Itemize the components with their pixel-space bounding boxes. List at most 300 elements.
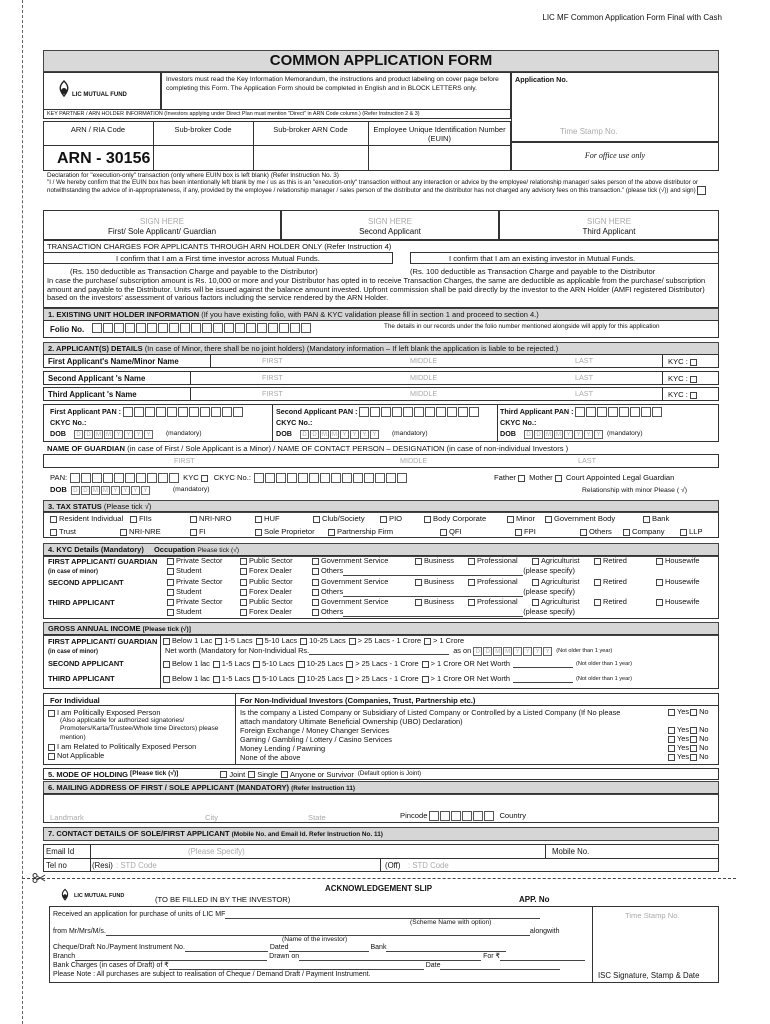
occ-checkbox[interactable] xyxy=(240,599,247,606)
tax-checkbox[interactable] xyxy=(424,516,431,523)
tax-checkbox[interactable] xyxy=(623,529,630,536)
guardian-ckyc-boxes[interactable] xyxy=(254,473,408,483)
char-box[interactable] xyxy=(451,811,461,821)
char-box[interactable] xyxy=(200,407,210,417)
yes-checkbox[interactable] xyxy=(668,745,675,752)
euin-input[interactable] xyxy=(368,146,511,170)
dob-box[interactable]: Y xyxy=(124,430,133,439)
char-box[interactable] xyxy=(309,473,319,483)
tax-option[interactable] xyxy=(507,514,535,523)
occ-option[interactable] xyxy=(167,557,222,566)
guardian-kyc-checkbox[interactable] xyxy=(201,475,208,482)
char-box[interactable] xyxy=(331,473,341,483)
char-box[interactable] xyxy=(429,811,439,821)
char-box[interactable] xyxy=(189,407,199,417)
guardian-dob-boxes[interactable] xyxy=(71,485,151,495)
char-box[interactable] xyxy=(597,407,607,417)
dob-box[interactable]: M xyxy=(505,649,511,655)
txn-existing-option[interactable] xyxy=(410,252,719,264)
occ-option[interactable] xyxy=(240,608,292,617)
occ-option[interactable] xyxy=(415,578,454,587)
date-input[interactable] xyxy=(440,962,560,970)
char-box[interactable] xyxy=(235,323,245,333)
guardian-name-input[interactable] xyxy=(43,454,719,468)
inc-checkbox[interactable] xyxy=(213,676,220,683)
kyc-divider xyxy=(662,354,663,368)
char-box[interactable] xyxy=(158,323,168,333)
dob-box[interactable]: M xyxy=(105,431,111,438)
dob-box[interactable]: Y xyxy=(121,486,130,495)
tax-option[interactable] xyxy=(130,514,152,523)
char-box[interactable] xyxy=(191,323,201,333)
char-box[interactable] xyxy=(473,811,483,821)
branch-label: Branch xyxy=(53,953,76,960)
occ-checkbox[interactable] xyxy=(167,589,174,596)
dob-box[interactable]: Y xyxy=(350,430,359,439)
rpep-checkbox[interactable] xyxy=(48,744,55,751)
char-box[interactable] xyxy=(301,323,311,333)
no-checkbox[interactable] xyxy=(690,709,697,716)
char-box[interactable] xyxy=(125,473,135,483)
execution-only-checkbox[interactable] xyxy=(697,186,706,195)
dob-box[interactable]: D xyxy=(524,430,533,439)
occ-option[interactable] xyxy=(415,598,454,607)
tax-checkbox[interactable] xyxy=(545,516,552,523)
char-box[interactable] xyxy=(268,323,278,333)
occ-option[interactable] xyxy=(594,557,627,566)
char-box[interactable] xyxy=(147,323,157,333)
char-box[interactable] xyxy=(575,407,585,417)
char-box[interactable] xyxy=(145,407,155,417)
occ-checkbox[interactable] xyxy=(240,609,247,616)
char-box[interactable] xyxy=(397,473,407,483)
occ-checkbox[interactable] xyxy=(656,599,663,606)
inc-checkbox[interactable] xyxy=(256,638,263,645)
char-box[interactable] xyxy=(167,407,177,417)
occ-checkbox[interactable] xyxy=(167,579,174,586)
dob-box[interactable]: Y xyxy=(584,430,593,439)
occ-others[interactable] xyxy=(312,608,575,617)
tax-checkbox[interactable] xyxy=(50,516,57,523)
occ-checkbox[interactable] xyxy=(468,579,475,586)
char-box[interactable] xyxy=(180,323,190,333)
occ-option[interactable] xyxy=(240,588,292,597)
dob-box[interactable]: D xyxy=(534,430,543,439)
inc-checkbox[interactable] xyxy=(163,638,170,645)
char-box[interactable] xyxy=(156,407,166,417)
tax-checkbox[interactable] xyxy=(380,516,387,523)
tax-option[interactable] xyxy=(545,514,615,523)
tax-option[interactable] xyxy=(623,527,665,536)
occ-checkbox[interactable] xyxy=(415,599,422,606)
no-checkbox[interactable] xyxy=(690,745,697,752)
char-box[interactable] xyxy=(608,407,618,417)
dob-box[interactable]: D xyxy=(81,486,90,495)
char-box[interactable] xyxy=(370,407,380,417)
kyc-checkbox[interactable] xyxy=(690,359,697,366)
occ-option[interactable] xyxy=(468,598,518,607)
dob-box[interactable]: Y xyxy=(134,430,143,439)
char-box[interactable] xyxy=(81,473,91,483)
tax-option[interactable] xyxy=(424,514,486,523)
dob-box[interactable]: Y xyxy=(360,430,369,439)
inc-checkbox[interactable] xyxy=(163,661,170,668)
drawn-input[interactable] xyxy=(299,953,481,961)
bank-input[interactable] xyxy=(386,944,506,952)
char-box[interactable] xyxy=(92,473,102,483)
occ-checkbox[interactable] xyxy=(594,579,601,586)
occ-checkbox[interactable] xyxy=(167,599,174,606)
occ-option[interactable] xyxy=(532,557,580,566)
dob-box[interactable]: M xyxy=(92,487,98,494)
occ-checkbox[interactable] xyxy=(468,558,475,565)
char-box[interactable] xyxy=(342,473,352,483)
tax-checkbox[interactable] xyxy=(328,529,335,536)
others-input[interactable] xyxy=(343,590,523,597)
char-box[interactable] xyxy=(403,407,413,417)
char-box[interactable] xyxy=(469,407,479,417)
tax-checkbox[interactable] xyxy=(507,516,514,523)
char-box[interactable] xyxy=(414,407,424,417)
others-input[interactable] xyxy=(343,569,523,576)
guardian-pan-boxes[interactable] xyxy=(70,473,180,483)
char-box[interactable] xyxy=(257,323,267,333)
tax-checkbox[interactable] xyxy=(255,529,262,536)
yes-checkbox[interactable] xyxy=(668,709,675,716)
inc-checkbox[interactable] xyxy=(422,676,429,683)
tax-checkbox[interactable] xyxy=(190,529,197,536)
amount-input[interactable] xyxy=(500,953,585,961)
occ-option[interactable] xyxy=(656,557,700,566)
dob-box[interactable]: Y xyxy=(574,430,583,439)
char-box[interactable] xyxy=(213,323,223,333)
char-box[interactable] xyxy=(114,473,124,483)
char-box[interactable] xyxy=(353,473,363,483)
occ-checkbox[interactable] xyxy=(167,568,174,575)
kyc-checkbox[interactable] xyxy=(690,392,697,399)
char-box[interactable] xyxy=(222,407,232,417)
inc-checkbox[interactable] xyxy=(424,638,431,645)
tax-checkbox[interactable] xyxy=(515,529,522,536)
inc-checkbox[interactable] xyxy=(213,661,220,668)
single-checkbox[interactable] xyxy=(248,771,255,778)
address-input[interactable] xyxy=(43,793,719,823)
father-checkbox[interactable] xyxy=(518,475,525,482)
char-box[interactable] xyxy=(254,473,264,483)
char-box[interactable] xyxy=(276,473,286,483)
occ-checkbox[interactable] xyxy=(468,599,475,606)
char-box[interactable] xyxy=(169,323,179,333)
char-box[interactable] xyxy=(440,811,450,821)
tax-option[interactable] xyxy=(440,527,462,536)
tax-option[interactable] xyxy=(380,514,402,523)
char-box[interactable] xyxy=(630,407,640,417)
dob-box[interactable]: Y xyxy=(144,430,153,439)
tax-option[interactable] xyxy=(328,527,393,536)
char-box[interactable] xyxy=(279,323,289,333)
char-box[interactable] xyxy=(134,407,144,417)
char-box[interactable] xyxy=(298,473,308,483)
inc-checkbox[interactable] xyxy=(253,676,260,683)
char-box[interactable] xyxy=(123,407,133,417)
tax-checkbox[interactable] xyxy=(643,516,650,523)
dob-box[interactable]: Y xyxy=(523,647,532,656)
tax-checkbox[interactable] xyxy=(190,516,197,523)
occ-checkbox[interactable] xyxy=(312,599,319,606)
networth-input[interactable] xyxy=(513,676,573,683)
occ-checkbox[interactable] xyxy=(312,558,319,565)
char-box[interactable] xyxy=(290,323,300,333)
occ-option[interactable] xyxy=(167,588,201,597)
occ-checkbox[interactable] xyxy=(415,558,422,565)
dob-box[interactable]: Y xyxy=(131,486,140,495)
tax-option[interactable] xyxy=(580,527,612,536)
kyc-checkbox[interactable] xyxy=(690,376,697,383)
joint-checkbox[interactable] xyxy=(220,771,227,778)
yes-checkbox[interactable] xyxy=(668,736,675,743)
networth-input[interactable] xyxy=(513,661,573,668)
networth-input[interactable] xyxy=(309,648,449,655)
occ-checkbox[interactable] xyxy=(240,579,247,586)
occ-checkbox[interactable] xyxy=(312,609,319,616)
tax-checkbox[interactable] xyxy=(440,529,447,536)
occ-checkbox[interactable] xyxy=(240,568,247,575)
others-input[interactable] xyxy=(343,610,523,617)
char-box[interactable] xyxy=(641,407,651,417)
char-box[interactable] xyxy=(224,323,234,333)
occ-checkbox[interactable] xyxy=(312,579,319,586)
dob-box[interactable]: M xyxy=(321,431,327,438)
mother-checkbox[interactable] xyxy=(555,475,562,482)
email-input[interactable] xyxy=(91,845,544,857)
char-box[interactable] xyxy=(652,407,662,417)
occ-option[interactable] xyxy=(656,598,700,607)
tax-option[interactable] xyxy=(255,514,280,523)
dob-box[interactable]: M xyxy=(102,487,108,494)
tax-checkbox[interactable] xyxy=(680,529,687,536)
inc-checkbox[interactable] xyxy=(163,676,170,683)
char-box[interactable] xyxy=(425,407,435,417)
occ-option[interactable] xyxy=(468,557,518,566)
no-checkbox[interactable] xyxy=(690,727,697,734)
tax-option[interactable] xyxy=(50,527,76,536)
tax-option[interactable] xyxy=(120,527,161,536)
occ-option[interactable] xyxy=(594,598,627,607)
dob-box[interactable]: Y xyxy=(513,647,522,656)
occ-checkbox[interactable] xyxy=(656,558,663,565)
char-box[interactable] xyxy=(92,323,102,333)
dob-box[interactable]: Y xyxy=(141,486,150,495)
sign-box-second[interactable] xyxy=(281,210,499,240)
gai-fa-text: FIRST APPLICANT/ GUARDIAN xyxy=(48,637,158,646)
cheque-input[interactable] xyxy=(185,944,268,952)
inc-checkbox[interactable] xyxy=(298,676,305,683)
occ-checkbox[interactable] xyxy=(415,579,422,586)
occ-option[interactable] xyxy=(312,578,388,587)
dob-box[interactable]: Y xyxy=(543,647,552,656)
dob-box[interactable]: D xyxy=(473,647,482,656)
char-box[interactable] xyxy=(178,407,188,417)
scheme-input[interactable] xyxy=(225,911,540,919)
dob-box[interactable]: D xyxy=(300,430,309,439)
yes-checkbox[interactable] xyxy=(668,754,675,761)
char-box[interactable] xyxy=(436,407,446,417)
occ-option[interactable] xyxy=(312,598,388,607)
tax-option[interactable] xyxy=(255,527,315,536)
dob-box[interactable]: Y xyxy=(340,430,349,439)
occ-checkbox[interactable] xyxy=(532,599,539,606)
folio-boxes[interactable] xyxy=(92,323,312,333)
char-box[interactable] xyxy=(619,407,629,417)
occ-checkbox[interactable] xyxy=(240,558,247,565)
dob-box[interactable]: D xyxy=(84,430,93,439)
occ-checkbox[interactable] xyxy=(594,558,601,565)
char-box[interactable] xyxy=(386,473,396,483)
char-box[interactable] xyxy=(320,473,330,483)
dob-box[interactable]: D xyxy=(74,430,83,439)
occ-option[interactable] xyxy=(532,578,580,587)
char-box[interactable] xyxy=(246,323,256,333)
occ-option[interactable] xyxy=(468,578,518,587)
char-box[interactable] xyxy=(359,407,369,417)
char-box[interactable] xyxy=(211,407,221,417)
occ-checkbox[interactable] xyxy=(656,579,663,586)
pincode-boxes[interactable] xyxy=(429,811,495,821)
dob-box[interactable]: Y xyxy=(114,430,123,439)
dob-box[interactable]: M xyxy=(331,431,337,438)
no-checkbox[interactable] xyxy=(690,754,697,761)
tax-checkbox[interactable] xyxy=(50,529,57,536)
tax-option[interactable] xyxy=(190,527,206,536)
char-box[interactable] xyxy=(462,811,472,821)
occ-option[interactable] xyxy=(415,557,454,566)
dob-box[interactable]: D xyxy=(483,647,492,656)
occ-option[interactable] xyxy=(167,608,201,617)
occ-checkbox[interactable] xyxy=(167,609,174,616)
char-box[interactable] xyxy=(125,323,135,333)
occ-option[interactable] xyxy=(240,557,293,566)
inc-checkbox[interactable] xyxy=(346,676,353,683)
sign-box-third[interactable] xyxy=(499,210,719,240)
branch-input[interactable] xyxy=(75,953,267,961)
inc-checkbox[interactable] xyxy=(298,661,305,668)
char-box[interactable] xyxy=(287,473,297,483)
tax-option[interactable] xyxy=(50,514,123,523)
tax-option[interactable] xyxy=(313,514,365,523)
sign-box-first[interactable] xyxy=(43,210,281,240)
dob-box[interactable]: Y xyxy=(370,430,379,439)
tax-option[interactable] xyxy=(515,527,536,536)
char-box[interactable] xyxy=(458,407,468,417)
char-box[interactable] xyxy=(169,473,179,483)
occ-option[interactable] xyxy=(240,567,292,576)
occ-others[interactable] xyxy=(312,588,575,597)
occ-checkbox[interactable] xyxy=(312,589,319,596)
tax-checkbox[interactable] xyxy=(580,529,587,536)
anyone-checkbox[interactable] xyxy=(281,771,288,778)
dob-box[interactable]: M xyxy=(495,649,501,655)
dated-input[interactable] xyxy=(289,944,369,952)
tax-option[interactable] xyxy=(190,514,231,523)
char-box[interactable] xyxy=(265,473,275,483)
char-box[interactable] xyxy=(70,473,80,483)
inc-checkbox[interactable] xyxy=(300,638,307,645)
tax-option[interactable] xyxy=(643,514,669,523)
char-box[interactable] xyxy=(586,407,596,417)
inc-checkbox[interactable] xyxy=(215,638,222,645)
char-box[interactable] xyxy=(447,407,457,417)
char-box[interactable] xyxy=(136,473,146,483)
occ-option[interactable] xyxy=(167,578,222,587)
occ-option[interactable] xyxy=(656,578,700,587)
occ-option[interactable] xyxy=(594,578,627,587)
occ-option[interactable] xyxy=(167,598,222,607)
char-box[interactable] xyxy=(392,407,402,417)
char-box[interactable] xyxy=(484,811,494,821)
tax-option[interactable] xyxy=(680,527,703,536)
dob-box[interactable]: M xyxy=(545,431,551,438)
char-box[interactable] xyxy=(114,323,124,333)
occ-option[interactable] xyxy=(532,598,580,607)
char-box[interactable] xyxy=(233,407,243,417)
char-box[interactable] xyxy=(364,473,374,483)
first-hint: FIRST xyxy=(262,373,283,382)
occ-checkbox[interactable] xyxy=(240,589,247,596)
occ-option[interactable] xyxy=(167,567,201,576)
dob-box[interactable]: M xyxy=(555,431,561,438)
dob-box[interactable]: Y xyxy=(564,430,573,439)
tax-checkbox[interactable] xyxy=(313,516,320,523)
tax-checkbox[interactable] xyxy=(120,529,127,536)
dob-box[interactable]: M xyxy=(95,431,101,438)
tax-checkbox[interactable] xyxy=(130,516,137,523)
no-checkbox[interactable] xyxy=(690,736,697,743)
char-box[interactable] xyxy=(103,323,113,333)
occ-checkbox[interactable] xyxy=(312,568,319,575)
inc-checkbox[interactable] xyxy=(346,661,353,668)
txn-first-option[interactable] xyxy=(43,252,393,264)
charges-input[interactable] xyxy=(169,962,424,970)
occ-checkbox[interactable] xyxy=(532,579,539,586)
inc-checkbox[interactable] xyxy=(253,661,260,668)
pep-checkbox[interactable] xyxy=(48,710,55,717)
inc-checkbox[interactable] xyxy=(349,638,356,645)
char-box[interactable] xyxy=(103,473,113,483)
char-box[interactable] xyxy=(136,323,146,333)
char-box[interactable] xyxy=(147,473,157,483)
occ-option[interactable] xyxy=(240,598,293,607)
char-box[interactable] xyxy=(202,323,212,333)
tax-checkbox[interactable] xyxy=(255,516,262,523)
na-checkbox[interactable] xyxy=(48,753,55,760)
yes-checkbox[interactable] xyxy=(668,727,675,734)
char-box[interactable] xyxy=(158,473,168,483)
occ-checkbox[interactable] xyxy=(167,558,174,565)
inc-checkbox[interactable] xyxy=(422,661,429,668)
occ-option[interactable] xyxy=(240,578,293,587)
occ-checkbox[interactable] xyxy=(594,599,601,606)
occ-option[interactable] xyxy=(312,557,388,566)
occ-checkbox[interactable] xyxy=(532,558,539,565)
dob-box[interactable]: Y xyxy=(111,486,120,495)
char-box[interactable] xyxy=(381,407,391,417)
occ-others[interactable] xyxy=(312,567,575,576)
char-box[interactable] xyxy=(375,473,385,483)
dob-box[interactable]: Y xyxy=(594,430,603,439)
dob-box[interactable]: D xyxy=(71,486,80,495)
dob-box[interactable]: D xyxy=(310,430,319,439)
dob-box[interactable]: Y xyxy=(533,647,542,656)
